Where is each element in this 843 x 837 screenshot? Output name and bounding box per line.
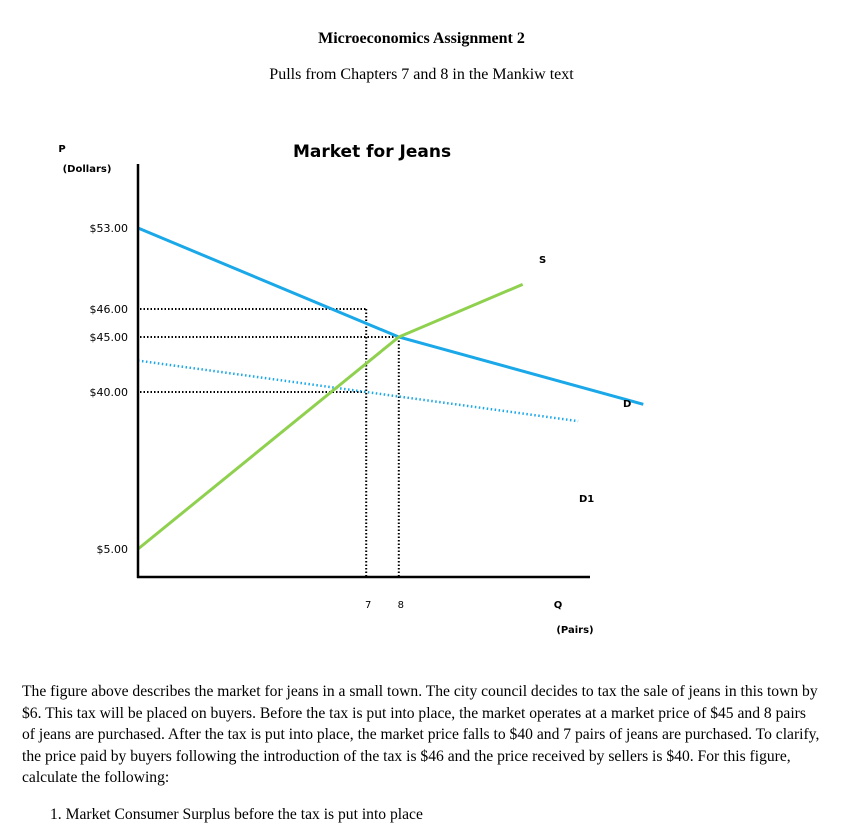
x-tick-label: 8: [397, 600, 404, 611]
question-1: 1. Market Consumer Surplus before the tax is put into place: [50, 806, 423, 823]
x-axis-unit: (Pairs): [556, 625, 594, 636]
curve-d: [138, 228, 643, 404]
y-tick-label: $5.00: [96, 543, 128, 556]
y-tick-label: $45.00: [89, 331, 128, 344]
document-subtitle: Pulls from Chapters 7 and 8 in the Mankiw text: [269, 66, 574, 83]
chart-title: Market for Jeans: [292, 142, 452, 162]
demand-with-tax-label: D1: [579, 494, 595, 505]
y-tick-label: $53.00: [89, 222, 128, 235]
tick-labels: [90, 222, 404, 611]
y-tick-label: $40.00: [89, 386, 128, 399]
problem-description: The figure above describes the market for jeans in a small town. The city council decides to tax the sale of jeans in this town by $6. This tax will be placed on buyers. Before the tax is put into place, the market operates at a market price of $45 and 8 pairs of jeans are purchased. After the tax is put into place, the market price falls to $40 and 7 pairs of jeans are purchased. To clarify, the price paid by buyers following the introduction of the tax is $46 and the price received by sellers is $40. For this figure, calculate the following:: [22, 683, 820, 787]
supply-curve-label: S: [539, 255, 547, 266]
x-axis-label: Q: [553, 600, 563, 611]
demand-curve-label: D: [623, 399, 632, 410]
y-axis-unit: (Dollars): [62, 164, 112, 175]
y-tick-label: $46.00: [89, 303, 128, 316]
y-axis-label: P: [58, 144, 66, 155]
curves: [138, 228, 643, 549]
document-title: Microeconomics Assignment 2: [318, 30, 525, 47]
curve-s: [138, 284, 523, 549]
x-tick-label: 7: [365, 600, 372, 611]
